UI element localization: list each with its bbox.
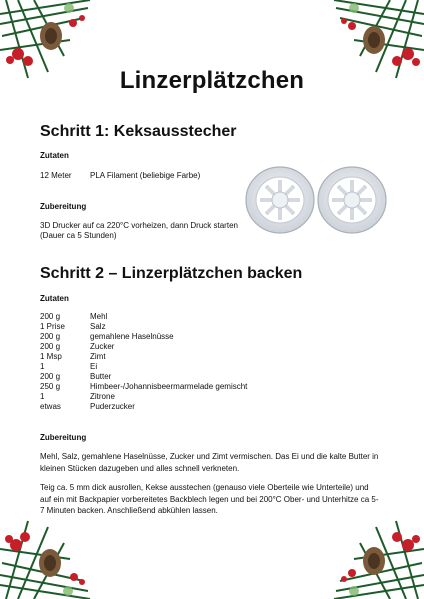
page-title: Linzerplätzchen [119, 67, 305, 94]
list-item [40, 322, 247, 332]
step-2-prep-paragraph-1: Mehl, Salz, gemahlene Haselnüsse, Zucker und Zimt vermischen. Das Ei und die kalte Butter in kleinen Stücken dazugeben und alles schnell verkneten. [40, 452, 379, 473]
ingredient-quantity: 200 g [40, 342, 61, 351]
ingredient-name: Mehl [90, 312, 108, 321]
ingredient-quantity: 1 Msp [40, 352, 62, 361]
christmas-decoration-bottom-right [328, 515, 424, 599]
cookie-cutter-photo [240, 154, 392, 236]
ingredient-name: Zitrone [90, 392, 115, 401]
ingredient-name: Ei [90, 362, 98, 371]
step-1-ingredients-heading: Zutaten [40, 151, 69, 160]
filament-description: PLA Filament (beliebige Farbe) [90, 171, 201, 180]
list-item [40, 342, 247, 352]
ingredient-name: gemahlene Haselnüsse [90, 332, 174, 341]
list-item [40, 312, 247, 322]
list-item [40, 392, 247, 402]
ingredient-name: Himbeer-/Johannisbeermarmelade gemischt [90, 382, 248, 391]
list-item [40, 372, 247, 382]
ingredient-name: Zimt [90, 352, 106, 361]
step-2-prep-heading: Zubereitung [40, 433, 87, 442]
step-2-ingredients-heading: Zutaten [40, 294, 69, 303]
ingredient-quantity: etwas [40, 402, 61, 411]
christmas-decoration-bottom-left [0, 515, 96, 599]
ingredient-name: Butter [90, 372, 112, 381]
step-1-prep-text: 3D Drucker auf ca 220°C vorheizen, dann Druck starten (Dauer ca 5 Stunden) [40, 221, 238, 240]
ingredient-quantity: 1 [40, 392, 45, 401]
ingredient-name: Puderzucker [90, 402, 135, 411]
ingredients-list [40, 312, 247, 412]
list-item [40, 332, 247, 342]
step-2-prep-paragraph-2: Teig ca. 5 mm dick ausrollen, Kekse ausstechen (genauso viele Oberteile wie Unterteile) und auf ein mit Backpapier vorbereitetes Backblech legen und bei 200°C Ober- und Unterhitze ca 5-7 Minuten backen. Anschließend abkühlen lassen. [40, 483, 379, 516]
ingredient-quantity: 1 Prise [40, 322, 65, 331]
list-item [40, 402, 247, 412]
ingredient-quantity: 200 g [40, 312, 61, 321]
ingredient-quantity: 200 g [40, 372, 61, 381]
ingredient-quantity: 250 g [40, 382, 61, 391]
ingredient-quantity: 1 [40, 362, 45, 371]
step-1-heading: Schritt 1: Keksausstecher [40, 123, 237, 140]
ingredient-quantity: 200 g [40, 332, 61, 341]
step-1-prep-heading: Zubereitung [40, 202, 87, 211]
filament-quantity: 12 Meter [40, 171, 72, 180]
list-item [40, 362, 247, 372]
step-2-heading: Schritt 2 – Linzerplätzchen backen [40, 265, 303, 282]
ingredient-name: Salz [90, 322, 106, 331]
ingredient-name: Zucker [90, 342, 115, 351]
list-item [40, 352, 247, 362]
list-item [40, 382, 247, 392]
